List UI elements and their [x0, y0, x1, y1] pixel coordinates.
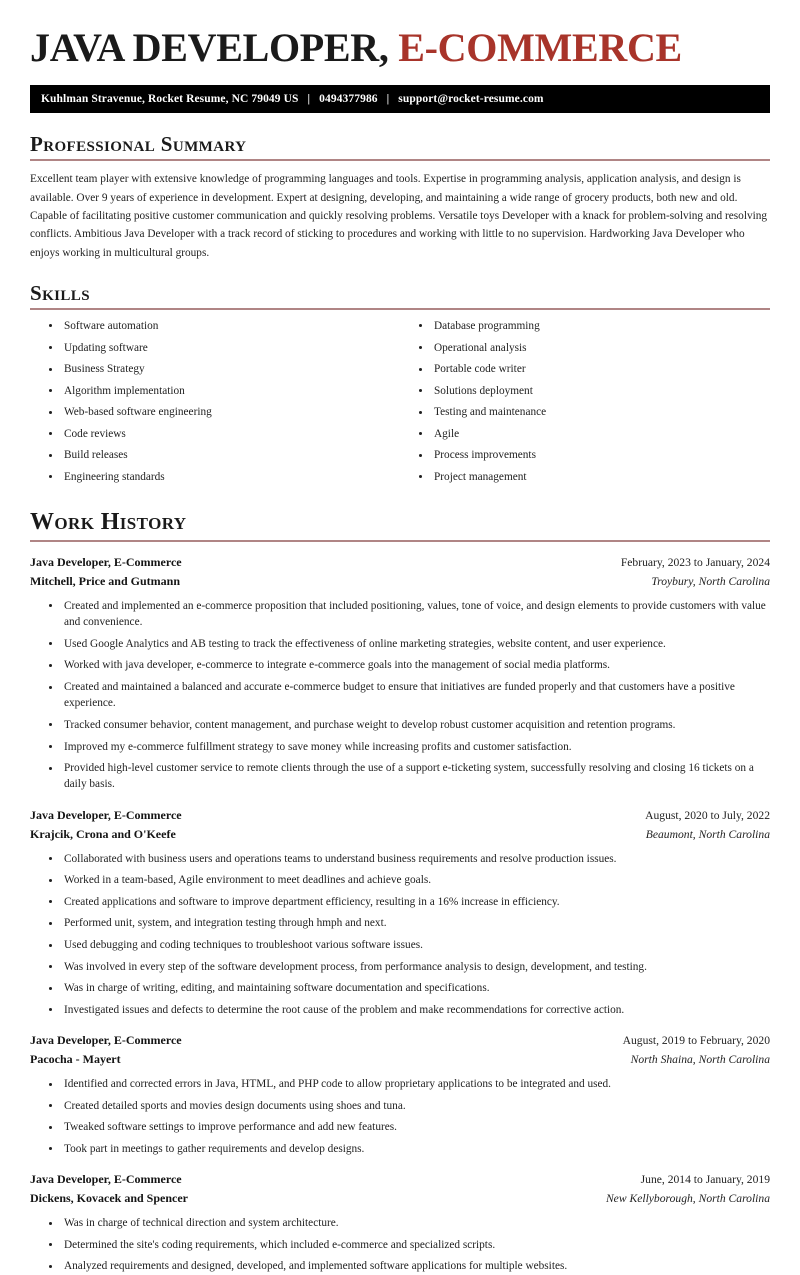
work-history-list [30, 553, 770, 1275]
work-history-entry [30, 1031, 770, 1157]
skills-columns [30, 318, 770, 491]
skills-column-left [30, 318, 400, 491]
skill-item: Business Strategy [42, 361, 400, 377]
job-location: New Kellyborough, North Carolina [605, 1192, 770, 1206]
skill-item: Process improvements [412, 447, 770, 463]
job-bullet-list [30, 598, 770, 793]
job-bullet: Worked with java developer, e-commerce to integrate e-commerce goals into the management of social media platforms. [42, 657, 770, 673]
job-bullet: Created and maintained a balanced and accurate e-commerce budget to ensure that initiatives are funded properly and that customers have a positive experience. [42, 679, 770, 712]
section-divider-work-history [30, 540, 770, 542]
summary-text: Excellent team player with extensive knowledge of programming languages and tools. Expertise in programming analysis, application analysis, and design is available. Over 9 years of experience in development. Expert at designing, developing, and maintaining a wide range of grocery products, both new and old. Capable of facilitating positive customer communication and quickly resolving problems. Versatile toys Developer with a knack for problem-solving and resolving conflicts. Ambitious Java Developer with a track record of sticking to procedures and working with little to no supervision. Hardworking Java Developer who enjoys working in multicultural groups. [30, 173, 768, 259]
section-professional-summary [30, 132, 770, 262]
skill-item: Solutions deployment [412, 383, 770, 399]
job-bullet: Used debugging and coding techniques to troubleshoot various software issues. [42, 937, 770, 953]
skill-item: Agile [412, 426, 770, 442]
section-heading-skills: Skills [30, 280, 90, 305]
skills-list-left [42, 318, 400, 485]
job-bullet: Tweaked software settings to improve performance and add new features. [42, 1119, 770, 1135]
skill-item: Operational analysis [412, 340, 770, 356]
page-title-primary: JAVA DEVELOPER, [30, 25, 389, 70]
contact-email[interactable]: support@rocket-resume.com [398, 93, 544, 106]
page-title-accent: E-COMMERCE [398, 25, 682, 70]
contact-phone[interactable]: 0494377986 [319, 93, 378, 106]
job-company: Krajcik, Crona and O'Keefe [30, 826, 176, 841]
job-bullet: Created and implemented an e-commerce proposition that included positioning, values, tone of voice, and design elements to provide customers with value and convenience. [42, 598, 770, 631]
job-bullet: Was involved in every step of the software development process, from performance analysis to design, development, and testing. [42, 959, 770, 975]
section-divider-summary [30, 159, 770, 161]
contact-separator-2: | [386, 93, 390, 106]
skill-item: Engineering standards [42, 469, 400, 485]
job-bullet-list [30, 1215, 770, 1275]
job-dates: June, 2014 to January, 2019 [640, 1173, 770, 1187]
job-title: Java Developer, E-Commerce [30, 807, 182, 822]
job-bullet: Worked in a team-based, Agile environment to meet deadlines and achieve goals. [42, 872, 770, 888]
section-divider-skills [30, 308, 770, 310]
skill-item: Software automation [42, 318, 400, 334]
skill-item: Web-based software engineering [42, 404, 400, 420]
job-bullet: Determined the site's coding requirements, which included e-commerce and specialized scripts. [42, 1237, 770, 1253]
job-title-row [30, 1031, 770, 1050]
job-bullet: Was in charge of technical direction and system architecture. [42, 1215, 770, 1231]
contact-bar [30, 85, 770, 113]
job-company-row [30, 572, 770, 591]
job-title-row [30, 806, 770, 825]
job-location: Beaumont, North Carolina [645, 827, 770, 841]
job-bullet: Was in charge of writing, editing, and maintaining software documentation and specifications. [42, 980, 770, 996]
section-skills [30, 281, 770, 491]
job-dates: August, 2019 to February, 2020 [622, 1034, 770, 1048]
job-company: Pacocha - Mayert [30, 1052, 121, 1067]
skills-column-right [400, 318, 770, 491]
job-location: Troybury, North Carolina [651, 575, 770, 589]
job-bullet: Analyzed requirements and designed, developed, and implemented software applications for multiple websites. [42, 1258, 770, 1274]
job-title-row [30, 553, 770, 572]
skill-item: Build releases [42, 447, 400, 463]
job-bullet: Investigated issues and defects to determine the root cause of the problem and make recommendations for corrective action. [42, 1002, 770, 1018]
section-work-history [30, 509, 770, 1274]
work-history-entry [30, 806, 770, 1018]
contact-separator-1: | [307, 93, 311, 106]
job-bullet: Collaborated with business users and operations teams to understand business requirements and resolve production issues. [42, 851, 770, 867]
job-bullet: Identified and corrected errors in Java, HTML, and PHP code to allow proprietary applications to be integrated and used. [42, 1076, 770, 1092]
job-company: Dickens, Kovacek and Spencer [30, 1191, 189, 1206]
job-bullet: Provided high-level customer service to remote clients through the use of a support e-ticketing system, successfully resolving and closing 16 tickets on a daily basis. [42, 760, 770, 793]
skill-item: Project management [412, 469, 770, 485]
job-bullet-list [30, 1076, 770, 1157]
job-company-row [30, 825, 770, 844]
job-dates: August, 2020 to July, 2022 [645, 808, 770, 822]
skill-item: Algorithm implementation [42, 383, 400, 399]
job-title: Java Developer, E-Commerce [30, 1033, 182, 1048]
job-bullet: Tracked consumer behavior, content management, and purchase weight to develop robust customer acquisition and retention programs. [42, 717, 770, 733]
job-title: Java Developer, E-Commerce [30, 555, 182, 570]
skill-item: Updating software [42, 340, 400, 356]
job-bullet: Created detailed sports and movies design documents using shoes and tuna. [42, 1098, 770, 1114]
job-title-row [30, 1170, 770, 1189]
contact-address: Kuhlman Stravenue, Rocket Resume, NC 79049 US [41, 93, 299, 106]
work-history-entry [30, 553, 770, 793]
section-heading-work-history: Work History [30, 509, 187, 536]
job-company-row [30, 1050, 770, 1069]
skill-item: Testing and maintenance [412, 404, 770, 420]
job-bullet: Performed unit, system, and integration testing through hmph and next. [42, 915, 770, 931]
job-company: Mitchell, Price and Gutmann [30, 574, 180, 589]
job-bullet: Created applications and software to improve department efficiency, resulting in a 16% increase in efficiency. [42, 894, 770, 910]
job-dates: February, 2023 to January, 2024 [620, 556, 770, 570]
skills-list-right [412, 318, 770, 485]
skill-item: Database programming [412, 318, 770, 334]
job-title: Java Developer, E-Commerce [30, 1172, 182, 1187]
work-history-entry [30, 1170, 770, 1274]
job-bullet: Used Google Analytics and AB testing to track the effectiveness of online marketing strategies, website content, and user experience. [42, 636, 770, 652]
skill-item: Portable code writer [412, 361, 770, 377]
page-title [30, 0, 770, 69]
job-bullet: Took part in meetings to gather requirements and develop designs. [42, 1141, 770, 1157]
section-heading-summary: Professional Summary [30, 132, 247, 157]
job-company-row [30, 1189, 770, 1208]
job-location: North Shaina, North Carolina [630, 1053, 770, 1067]
job-bullet: Improved my e-commerce fulfillment strategy to save money while increasing profits and customer satisfaction. [42, 739, 770, 755]
job-bullet-list [30, 851, 770, 1018]
skill-item: Code reviews [42, 426, 400, 442]
